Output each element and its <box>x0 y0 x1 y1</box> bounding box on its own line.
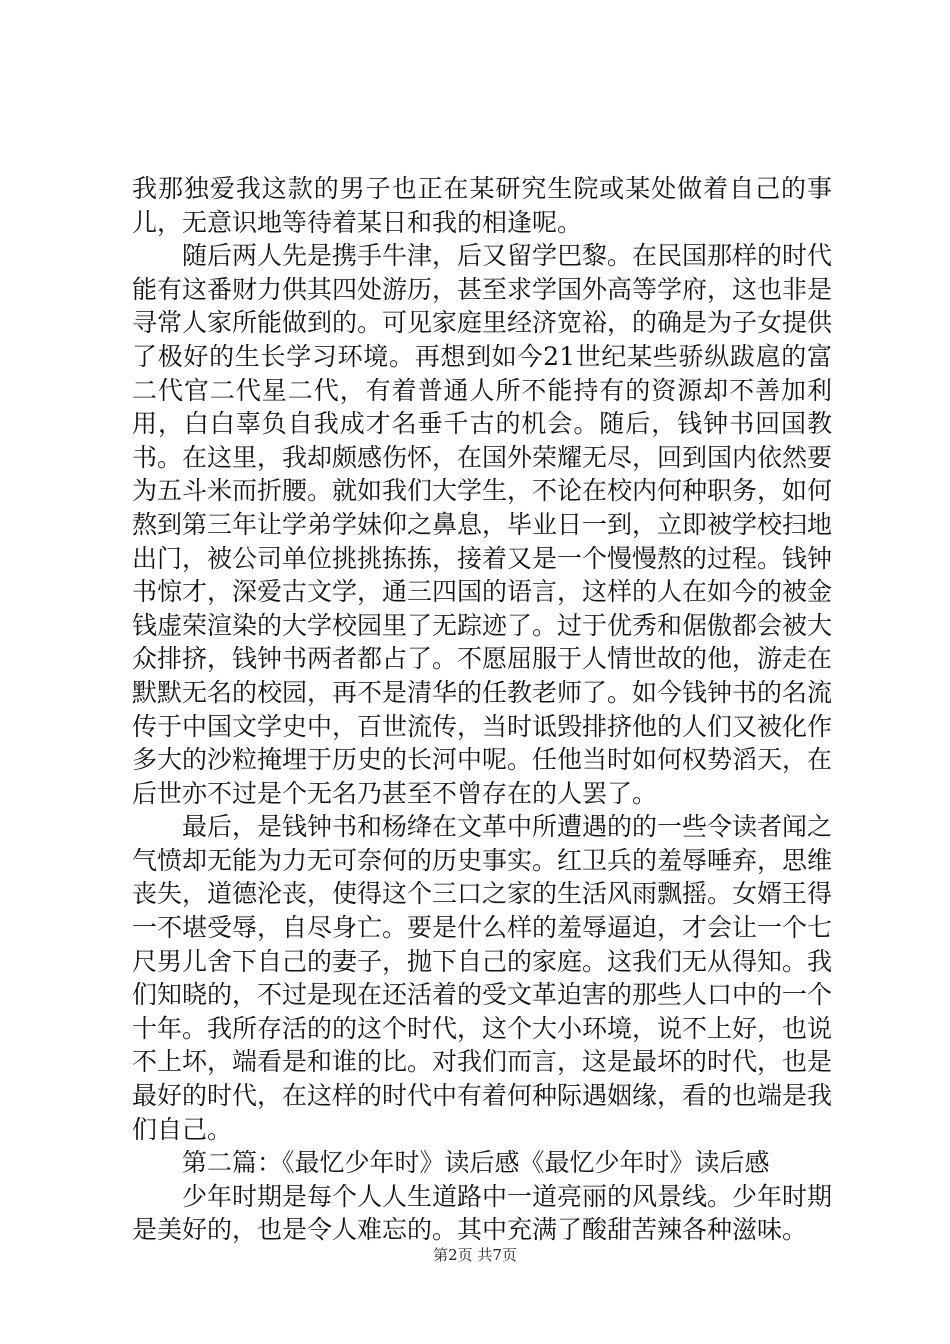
paragraph-2: 随后两人先是携手牛津，后又留学巴黎。在民国那样的时代能有这番财力供其四处游历，甚至求学国外高等学府，这也非是寻常人家所能做到的。可见家庭里经济宽裕，的确是为子女提供了极好的生长学习环境。再想到如今21世纪某些骄纵跋扈的富二代官二代星二代，有着普通人所不能持有的资源却不善加利用，白白辜负自我成才名垂千古的机会。随后，钱钟书回国教书。在这里，我却颇感伤怀，在国外荣耀无尽，回到国内依然要为五斗米而折腰。就如我们大学生，不论在校内何种职务，如何熬到第三年让学弟学妹仰之鼻息，毕业日一到，立即被学校扫地出门，被公司单位挑挑拣拣，接着又是一个慢慢熬的过程。钱钟书惊才，深爱古文学，通三四国的语言，这样的人在如今的被金钱虚荣渲染的大学校园里了无踪迹了。过于优秀和倨傲都会被大众排挤，钱钟书两者都占了。不愿屈服于人情世故的他，游走在默默无名的校园，再不是清华的任教老师了。如今钱钟书的名流传于中国文学史中，百世流传，当时诋毁排挤他的人们又被化作多大的沙粒掩埋于历史的长河中呢。任他当时如何权势滔天，在后世亦不过是个无名乃甚至不曾存在的人罢了。 <box>132 241 833 808</box>
section-heading: 第二篇：《最忆少年时》读后感《最忆少年时》读后感 <box>182 1148 770 1178</box>
paragraph-4: 少年时期是每个人人生道路中一道亮丽的风景线。少年时期是美好的，也是令人难忘的。其中充满了酸甜苦辣各种滋味。 <box>132 1181 833 1245</box>
paragraph-1: 我那独爱我这款的男子也正在某研究生院或某处做着自己的事儿，无意识地等待着某日和我的相逢呢。 <box>132 174 832 237</box>
page-footer: 第2页 共7页 <box>433 1246 517 1264</box>
document-body <box>132 172 832 1247</box>
paragraph-3: 最后，是钱钟书和杨绛在文革中所遭遇的的一些令读者闻之气愤却无能为力无可奈何的历史事实。红卫兵的羞辱唾弃，思维丧失，道德沦丧，使得这个三口之家的生活风雨飘摇。女婿王得一不堪受辱，自尽身亡。要是什么样的羞辱逼迫，才会让一个七尺男儿舍下自己的妻子，抛下自己的家庭。这我们无从得知。我们知晓的，不过是现在还活着的受文革迫害的那些人口中的一个十年。我所存活的的这个时代，这个大小环境，说不上好，也说不上坏，端看是和谁的比。对我们而言，这是最坏的时代，也是最好的时代，在这样的时代中有着何种际遇姻缘，看的也端是我们自己。 <box>132 812 833 1144</box>
